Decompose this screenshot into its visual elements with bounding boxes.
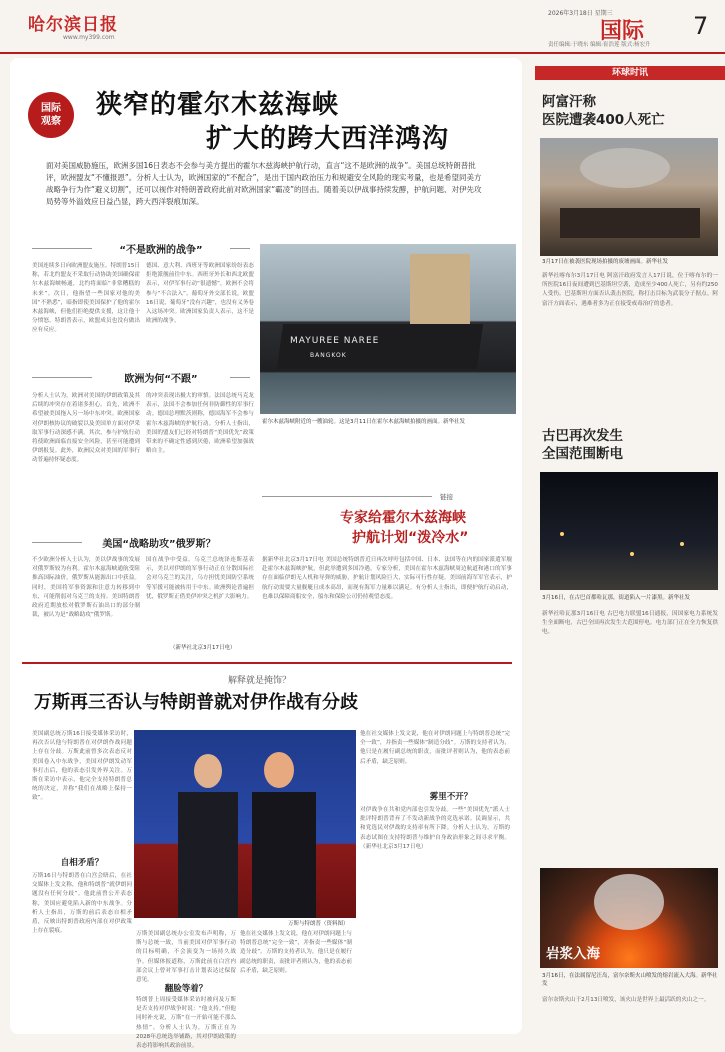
divider [32, 377, 92, 378]
badge-line-2: 观察 [41, 116, 61, 127]
article-column: 特朗普上周接受媒体采访时被问及万斯是否支持对伊战争时说：“他支持。”但他同时补充说，万斯“在一开始可能不那么热情”。分析人士认为，万斯正在为2028年总统选举铺路，其对伊朗政策的表态将影响其政治前景。 [136, 997, 236, 1050]
street-light [560, 532, 564, 536]
subhead-5: 翻脸等着？ [164, 984, 208, 994]
article-column: 的冲突表现出极大的审慎。法国总统马克龙表示，法国不会参加任何非防御性的军事行动。德国总理默茨则称，德国海军不会参与霍尔木兹海峡的护航行动。分析人士指出，美国的盟友们已经对特朗普“美国优先”政策带来的不确定性感到厌倦，欧洲希望加强战略自主。 [146, 393, 254, 455]
vance-trump-photo [134, 730, 356, 918]
article-column: 万斯16日与特朗普在白宫会晤后，在社交媒体上发文称，他和特朗普“就伊朗问题没有任何分歧”。他此前曾公开表态称，美国应避免陷入新的中东战争。分析人士指出，万斯的前后表态自相矛盾，反映出特朗普政府内部在对伊政策上存在裂痕。 [32, 873, 132, 935]
subhead-1: “不是欧洲的战争” [119, 245, 203, 256]
photo-caption: 万斯与特朗普（资料图） [288, 921, 349, 927]
article-column: 他在社交媒体上发文说，他在对伊朗问题上与特朗普总统“完全一致”，并指责一些媒体“制造分歧”。万斯的支持者认为，他只是在履行副总统的职责，而批评者则认为，他的表态前后矛盾，缺乏原则。 [240, 931, 352, 974]
story-kicker: 解释就是掩饰？ [228, 676, 292, 686]
article-column: 美国连续多日向欧洲盟友施压。特朗普15日称，若北约盟友不采取行动协助美国确保霍尔木兹海峡畅通，北约将面临“非常糟糕的未来”。次日，他指望一些国家对他的美国“不熟悉”，暗指即使美国保护了他的霍尔木兹海峡，但他们拒绝提供支援，这让他十分愤怒。特朗普表示，欧盟成员也没有做出应有反应。 [32, 263, 140, 334]
story-headline: 万斯再三否认与特朗普就对伊作战有分歧 [34, 692, 358, 713]
volcano-plume [594, 874, 664, 930]
headline-line-2: 扩大的跨大西洋鸿沟 [206, 124, 450, 154]
divider [262, 496, 432, 497]
street-light [680, 542, 684, 546]
divider [32, 248, 92, 249]
hospital-ruins-photo [540, 138, 718, 256]
side-article: 据新华社北京3月17日电 美国总统特朗普近日再次呼吁包括中国、日本、法国等在内的国家派遣军舰赴霍尔木兹海峡护航，但此举遭到多国冷遇。专家分析，美国在霍尔木兹海峡周边航道和港口的军事存在面临伊朗无人机和导弹的威胁，护航计划风险巨大，实际可行性存疑。美国前海军军官表示，护航行动需要大量舰艇且成本高昂，而现有海军力量难以满足。有分析人士指出，即便护航行动启动，也难以保障商船安全，船东和保险公司仍持观望态度。 [262, 557, 512, 600]
article-column: 他在社交媒体上发文说，他在对伊朗问题上与特朗普总统“完全一致”，并指责一些媒体“制造分歧”。万斯的支持者认为，他只是在履行副总统的职责，而批评者则认为，他的表态前后矛盾，缺乏原则。 [360, 731, 510, 765]
link-tag: 链接 [440, 493, 453, 501]
ship-caption: 霍尔木兹海峡附近的一艘油轮。这是3月11日在霍尔木兹海峡拍摄的画面。新华社发 [262, 419, 466, 425]
newspaper-logo: 哈尔滨日报 [28, 15, 118, 35]
ship-superstructure [410, 254, 470, 329]
issue-date: 2026年3月18日 星期三 [548, 10, 613, 17]
article-column: 分析人士认为，欧洲对美国的伊朗政策及其后续的冲突存在着诸多担心。首先，欧洲不希望被美国拖入另一场中东冲突。欧洲国家对伊朗核协议的破裂以及美国单方面对伊采取军事行动深感不满。其次，参与护航行动将使欧洲面临直接安全风险，甚至可能遭到伊朗报复。此外，欧洲民众对美国的军事行动普遍持怀疑态度。 [32, 393, 140, 464]
fire-caption: 3月17日在被袭医院现场拍摄的废墟画面。新华社发 [542, 259, 668, 265]
lava-caption: 3月16日，在法属留尼汪岛，富尔奈斯火山喷发的熔岩流入大海。新华社发 [542, 973, 718, 987]
article-column: 万斯美国副总统办公室发布声明称，万斯与总统一致，当前美国对伊军事行动的目标明确，不会演变为一场持久战争。但媒体报道称，万斯此前在白宫内部会议上曾对军事打击计划表达过保留意见。 [136, 931, 236, 984]
page-number: 7 [693, 12, 709, 40]
section-title: 国际 [600, 19, 645, 44]
volcano-article: 富尔奈斯火山于2月13日喷发，该火山是世界上最活跃的火山之一。 [542, 997, 710, 1003]
subhead-6: 雾里不开？ [429, 792, 473, 802]
street-light [630, 552, 634, 556]
article-column: 国在战争中受益。乌克兰总统泽连斯基表示，美以对伊朗的军事行动正在分散国际社会对乌克兰的关注，乌方担忧美国防空系统等军援可能被转用于中东。欧洲舆论普遍担忧，俄罗斯正借美伊冲突之机扩大影响力。 [146, 557, 254, 600]
cuba-headline-2: 全国范围断电 [542, 446, 623, 462]
volcano-headline: 岩浆入海 [546, 946, 600, 962]
divider [230, 377, 250, 378]
ship-hull [277, 324, 483, 369]
section-divider [22, 662, 512, 664]
cuba-headline-1: 古巴再次发生 [542, 428, 623, 444]
headline-line-1: 狭窄的霍尔木兹海峡 [96, 90, 340, 120]
subhead-2: 欧洲为何“不跟” [124, 374, 198, 385]
lead-paragraph: 面对美国威胁施压，欧洲多国16日表态不会参与美方提出的霍尔木兹海峡护航行动，直言“这不是欧洲的战争”。美国总统特朗普批评，欧洲盟友“不懂报恩”。分析人士认为，欧洲国家的“不配合”，是出于国内政治压力和规避安全风险的现实考量，也是希望同美方战略争行为作“避义切割”，还可以视作对特朗普政府此前对欧洲国家“霸凌”的回击。随着美以伊战事持续发酵，护航问题、对伊先攻局势等外溢效应日益凸显，跨大西洋裂痕加深。 [46, 161, 482, 206]
side-headline-1: 专家给霍尔木兹海峡 [340, 510, 466, 526]
ship-name: MAYUREE NAREE [290, 336, 380, 346]
article-column: 对伊战争在共和党内部也引发分歧。一些“美国优先”派人士批评特朗普背弃了不发动新战争的竞选承诺。民调显示，共和党选民对伊战的支持率有所下降。分析人士认为，万斯的表态试图在支持特朗普与维护自身政治形象之间寻求平衡。（新华社北京3月17日电） [360, 807, 510, 850]
website[interactable]: www.my399.com [63, 34, 115, 41]
article-column: 不少欧洲分析人士认为，美以伊战事的发展对俄罗斯较为有利。霍尔木兹海峡通航受阻推高国际油价，俄罗斯从能源出口中获益。同时，美国将军事资源和注意力转移到中东，可能削弱对乌克兰的支持。美国特朗普政府近期放松对俄罗斯石油出口的部分制裁，被认为是“战略助攻”俄罗斯。 [32, 557, 140, 619]
afghan-headline-2: 医院遭袭400人死亡 [542, 112, 665, 128]
smoke [580, 148, 670, 188]
badge-line-1: 国际 [41, 103, 61, 114]
subhead-4: 自相矛盾？ [60, 858, 104, 868]
trump-face [264, 752, 294, 788]
havana-blackout-photo [540, 472, 718, 590]
subhead-3: 美国“战略助攻”俄罗斯？ [102, 539, 216, 550]
editor-credits: 责任编辑:于晓东 编辑:崔浩莲 版式:杨宏升 [548, 42, 651, 48]
divider [230, 248, 250, 249]
world-briefs-band: 环球时讯 [535, 66, 725, 80]
article-column: 德国、意大利、西班牙等欧洲国家纷纷表态拒绝派舰前往中东。西班牙外长和西北欧盟表示，对伊军事行动“很遗憾”，欧洲不会将参与“不合法入”。葡萄牙外交部长说，欧盟16日说，葡萄牙“没有兴趣”，也没有义务卷入这场冲突。欧洲国家负责人表示，这不是欧洲的战争。 [146, 263, 255, 325]
side-headline-2: 护航计划“泼冷水” [352, 530, 469, 546]
afghan-headline-1: 阿富汗称 [542, 94, 596, 110]
article-column: 美国副总统万斯16日接受媒体采访时，再次否认他与特朗普在对伊朗作战问题上存在分歧。万斯此前曾多次表态反对美国卷入中东战争，美国对伊朗发动军事打击后，他的表态引发外界关注。万斯在采访中表示，他完全支持特朗普总统的决定，并称“我们在战略上保持一致”。 [32, 731, 132, 802]
tanker-photo [260, 244, 516, 414]
afghan-article: 新华社喀布尔3月17日电 阿富汗政府发言人17日说，位于喀布尔的一所医院16日夜间遭到巴基斯坦空袭，造成至少400人死亡，另有约250人受伤。巴基斯坦方面否认袭击医院，称打击目标为武装分子据点。阿富汗方面表示，遇难者多为正在接受戒毒治疗的患者。 [542, 273, 718, 307]
cuba-article: 新华社哈瓦那3月16日电 古巴电力联盟16日通报，因国家电力系统发生全面断电，古巴全国再次发生大范围停电。电力部门正在全力恢复供电。 [542, 611, 718, 636]
column-badge [28, 92, 74, 138]
divider [32, 542, 82, 543]
vance-face [194, 754, 222, 788]
ship-port: BANGKOK [310, 352, 347, 359]
ruins [560, 208, 700, 238]
blackout-caption: 3月16日，在古巴首都哈瓦那，街道陷入一片漆黑。新华社发 [542, 595, 690, 601]
vance-suit [178, 792, 238, 918]
dateline-credit: （新华社北京3月17日电） [170, 645, 236, 651]
trump-suit [252, 792, 316, 918]
